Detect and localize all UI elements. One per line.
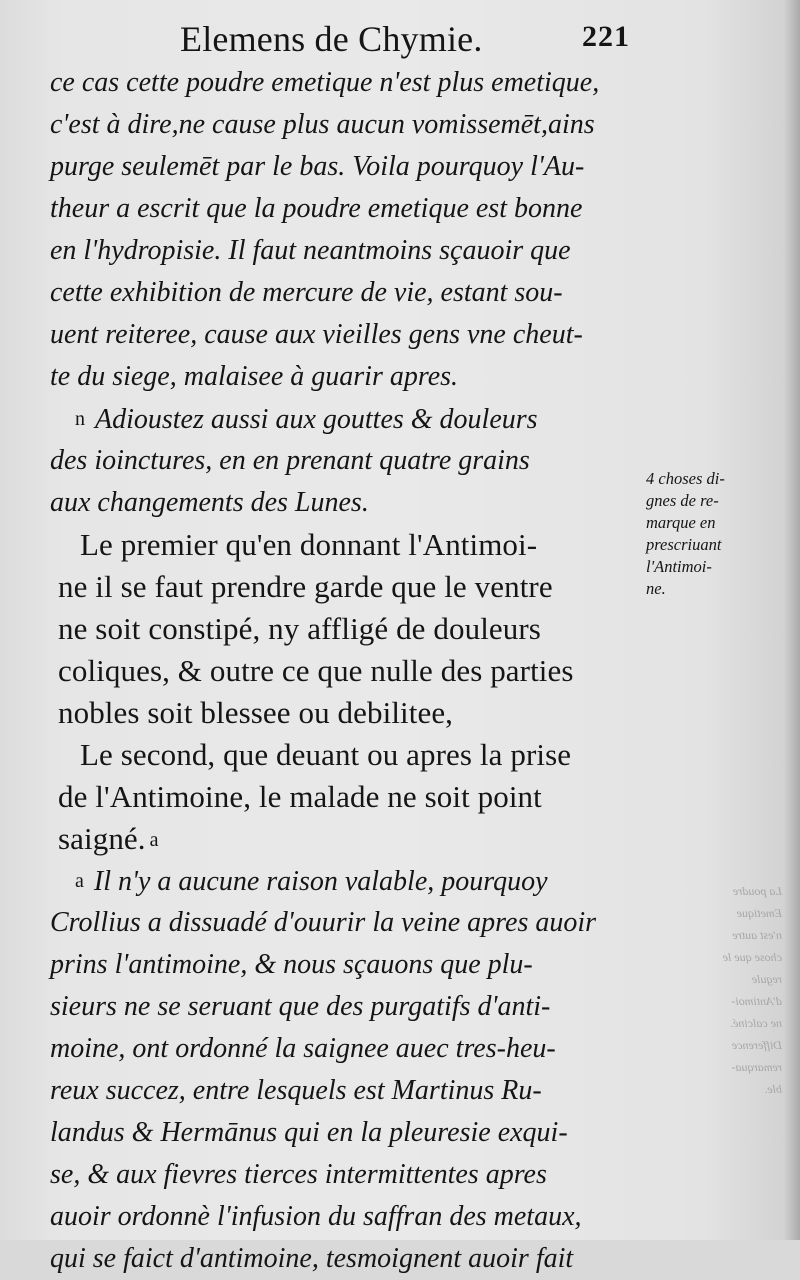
- text-line: [50, 566, 640, 608]
- line-text: de l'Antimoine, le malade ne soit point: [58, 779, 542, 814]
- text-line: [50, 272, 640, 314]
- line-text: te du siege, malaisee à guarir apres.: [50, 361, 459, 392]
- text-line: [50, 776, 640, 818]
- text-line: [50, 62, 640, 104]
- bleed-through-line: Difference: [731, 1038, 782, 1052]
- line-text: prins l'antimoine, & nous sçauons que plu-: [50, 949, 533, 980]
- line-text: Adioustez aussi aux gouttes & douleurs: [95, 404, 538, 435]
- text-line: [50, 230, 640, 272]
- bleed-through-line: regule: [751, 972, 782, 986]
- margin-note: [646, 468, 766, 600]
- line-text: aux changements des Lunes.: [50, 487, 369, 518]
- line-text: c'est à dire,ne cause plus aucun vomissemēt,ains: [50, 109, 595, 140]
- text-line: [50, 104, 640, 146]
- text-line: [50, 398, 640, 440]
- footnote-reference: a: [149, 829, 159, 851]
- text-line: [50, 1154, 640, 1196]
- text-line: [50, 1238, 640, 1280]
- line-text: en l'hydropisie. Il faut neantmoins sçauoir que: [50, 235, 571, 266]
- line-text: nobles soit blessee ou debilitee,: [58, 695, 454, 730]
- line-text: Crollius a dissuadé d'ouurir la veine apres auoir: [50, 907, 597, 938]
- page-header: [180, 18, 630, 62]
- bleed-through-line: La poudre: [732, 884, 782, 898]
- bleed-through-line: Emetique: [736, 906, 782, 920]
- text-line: [50, 818, 640, 860]
- margin-note-line: prescriuant: [646, 535, 722, 554]
- page-number: 221: [582, 20, 630, 53]
- line-text: des ioinctures, en en prenant quatre grains: [50, 445, 530, 476]
- line-text: landus & Hermānus qui en la pleuresie exqui-: [50, 1117, 568, 1148]
- text-line: [50, 1112, 640, 1154]
- bleed-through-line: ne calciné.: [730, 1016, 782, 1030]
- text-line: [50, 1028, 640, 1070]
- line-text: ce cas cette poudre emetique n'est plus emetique,: [50, 67, 600, 98]
- line-text: theur a escrit que la poudre emetique est bonne: [50, 193, 583, 224]
- text-line: [50, 650, 640, 692]
- line-text: se, & aux fievres tierces intermittentes apres: [50, 1159, 547, 1190]
- footnote-mark: n: [75, 408, 85, 430]
- text-line: [50, 440, 640, 482]
- footnote-mark: a: [75, 870, 84, 892]
- bleed-through-text: [672, 880, 782, 1100]
- page-spine-shadow: [784, 0, 800, 1240]
- margin-note-line: 4 choses di-: [646, 469, 725, 488]
- line-text: moine, ont ordonné la saignee auec tres-heu-: [50, 1033, 556, 1064]
- bleed-through-line: ble.: [764, 1082, 782, 1096]
- text-line: [50, 1070, 640, 1112]
- margin-note-line: ne.: [646, 579, 666, 598]
- text-line: [50, 692, 640, 734]
- line-text: reux succez, entre lesquels est Martinus Ru-: [50, 1075, 542, 1106]
- line-text: uent reiteree, cause aux vieilles gens vne cheut-: [50, 319, 583, 350]
- line-text: ne soit constipé, ny affligé de douleurs: [58, 611, 541, 646]
- line-text: coliques, & outre ce que nulle des parties: [58, 653, 574, 688]
- bleed-through-line: remarqua-: [731, 1060, 782, 1074]
- text-line: [50, 524, 640, 566]
- line-text: Il n'y a aucune raison valable, pourquoy: [93, 866, 548, 897]
- line-text: cette exhibition de mercure de vie, estant sou-: [50, 277, 563, 308]
- text-line: [50, 356, 640, 398]
- bleed-through-line: d'Antimoi-: [731, 994, 782, 1008]
- text-line: [50, 608, 640, 650]
- margin-note-line: l'Antimoi-: [646, 557, 712, 576]
- line-text: Le second, que deuant ou apres la prise: [80, 737, 572, 772]
- text-line: [50, 986, 640, 1028]
- text-line: [50, 1196, 640, 1238]
- text-line: [50, 188, 640, 230]
- text-line: [50, 944, 640, 986]
- line-text: auoir ordonnè l'infusion du saffran des metaux,: [50, 1201, 582, 1232]
- line-text: qui se faict d'antimoine, tesmoignent auoir fait: [50, 1243, 574, 1274]
- body-text: [50, 62, 640, 1280]
- text-line: [50, 314, 640, 356]
- text-line: [50, 902, 640, 944]
- text-line: [50, 146, 640, 188]
- bleed-through-line: chose que le: [722, 950, 782, 964]
- line-text: saigné.: [58, 821, 146, 856]
- line-text: Le premier qu'en donnant l'Antimoi-: [80, 527, 538, 562]
- line-text: purge seulemēt par le bas. Voila pourquoy l'Au-: [50, 151, 585, 182]
- line-text: sieurs ne se seruant que des purgatifs d'anti-: [50, 991, 551, 1022]
- text-line: [50, 734, 640, 776]
- line-text: ne il se faut prendre garde que le ventre: [58, 569, 553, 604]
- bleed-through-line: n'est autre: [732, 928, 782, 942]
- margin-note-line: gnes de re-: [646, 491, 719, 510]
- running-title: Elemens de Chymie.: [180, 19, 483, 59]
- margin-note-line: marque en: [646, 513, 716, 532]
- text-line: [50, 482, 640, 524]
- text-line: [50, 860, 640, 902]
